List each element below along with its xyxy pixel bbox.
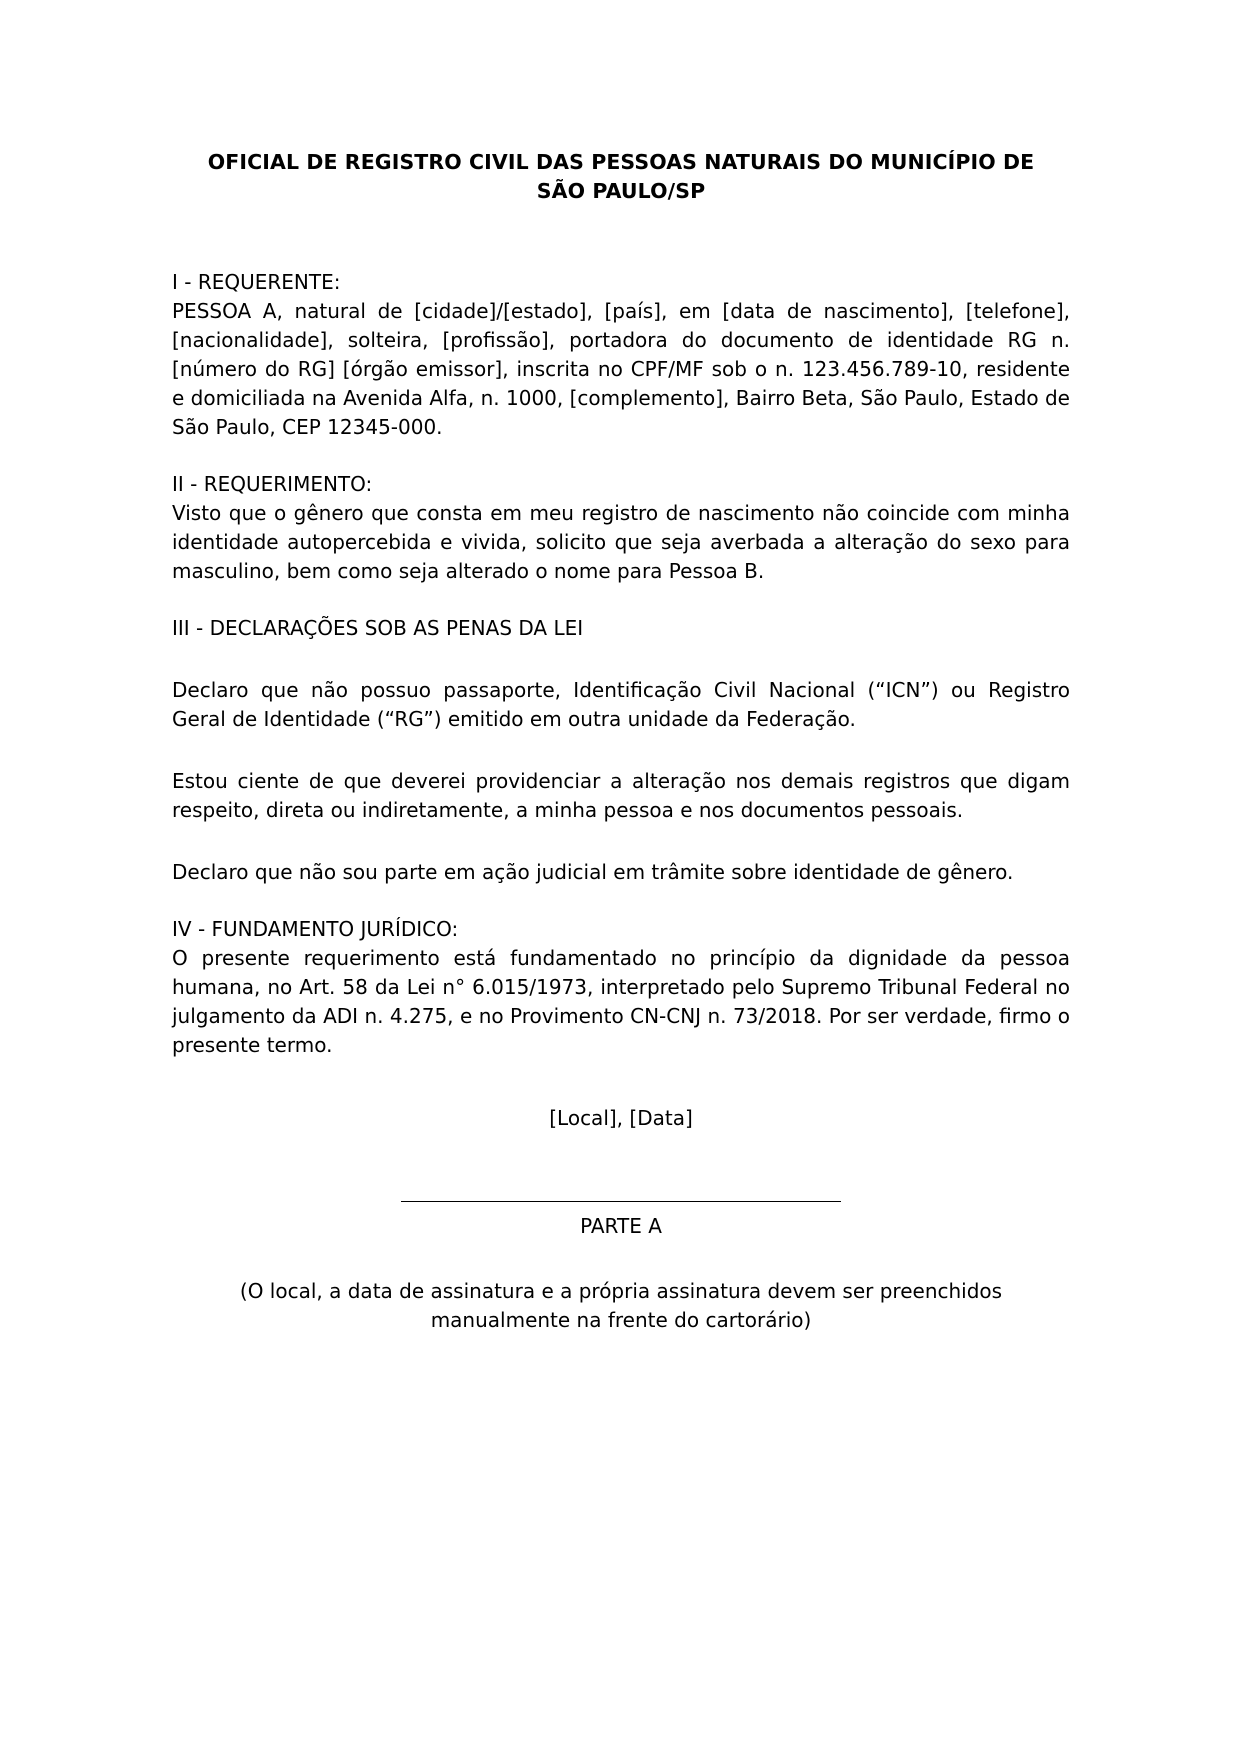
spacer-4 [172,734,1070,767]
spacer-1 [172,442,1070,470]
place-date-line: [Local], [Data] [549,1106,693,1131]
page-title [172,148,1070,206]
spacer-2 [172,586,1070,614]
page-title-line-1: OFICIAL DE REGISTRO CIVIL DAS PESSOAS NATURAIS DO MUNICÍPIO DE [207,150,1035,174]
document-content [172,148,1070,1335]
declaracoes-paragraph-3: Declaro que não sou parte em ação judicial em trâmite sobre identidade de gênero. [172,860,1014,885]
footnote-line-1: (O local, a data de assinatura e a própria assinatura devem ser preenchidos [239,1279,1003,1304]
footnote-line-2: manualmente na frente do cartorário) [430,1308,812,1333]
section-heading-declaracoes: III - DECLARAÇÕES SOB AS PENAS DA LEI [172,616,584,641]
declaracoes-paragraph-2: Estou ciente de que deverei providenciar a alteração nos demais registros que digam respeito, direta ou indiretamente, a minha pessoa e nos documentos pessoais. [172,769,1070,823]
section-body-requerimento: Visto que o gênero que consta em meu registro de nascimento não coincide com minha identidade autopercebida e vivida, solicito que seja averbada a alteração do sexo para masculino, bem como seja alterado o nome para Pessoa B. [172,501,1070,584]
spacer-5 [172,825,1070,858]
declaracoes-paragraph-1: Declaro que não possuo passaporte, Identificação Civil Nacional (“ICN”) ou Registro Geral de Identidade (“RG”) emitido em outra unidade da Federação. [172,678,1070,732]
section-heading-fundamento: IV - FUNDAMENTO JURÍDICO: [172,917,459,942]
title-spacer [172,206,1070,268]
signature-line [401,1200,841,1202]
section-body-requerente: PESSOA A, natural de [cidade]/[estado], [país], em [data de nascimento], [telefone], [nacionalidade], solteira, [profissão], portadora do documento de identidade RG n. [número do RG] [órgão emissor], inscrita no CPF/MF sob o n. 123.456.789-10, residente e domiciliada na Avenida Alfa, n. 1000, [complemento], Bairro Beta, São Paulo, Estado de São Paulo, CEP 12345-000. [172,299,1070,440]
spacer-7 [172,1060,1070,1104]
signature-block [172,1193,1070,1241]
signature-name: PARTE A [580,1214,662,1239]
spacer-6 [172,887,1070,915]
spacer-3 [172,643,1070,676]
section-body-fundamento: O presente requerimento está fundamentado no princípio da dignidade da pessoa humana, no Art. 58 da Lei n° 6.015/1973, interpretado pelo Supremo Tribunal Federal no julgamento da ADI n. 4.275, e no Provimento CN-CNJ n. 73/2018. Por ser verdade, firmo o presente termo. [172,946,1070,1058]
page-title-line-2: SÃO PAULO/SP [536,179,706,204]
footnote [172,1277,1070,1335]
section-heading-requerimento: II - REQUERIMENTO: [172,472,373,497]
section-heading-requerente: I - REQUERENTE: [172,270,341,295]
